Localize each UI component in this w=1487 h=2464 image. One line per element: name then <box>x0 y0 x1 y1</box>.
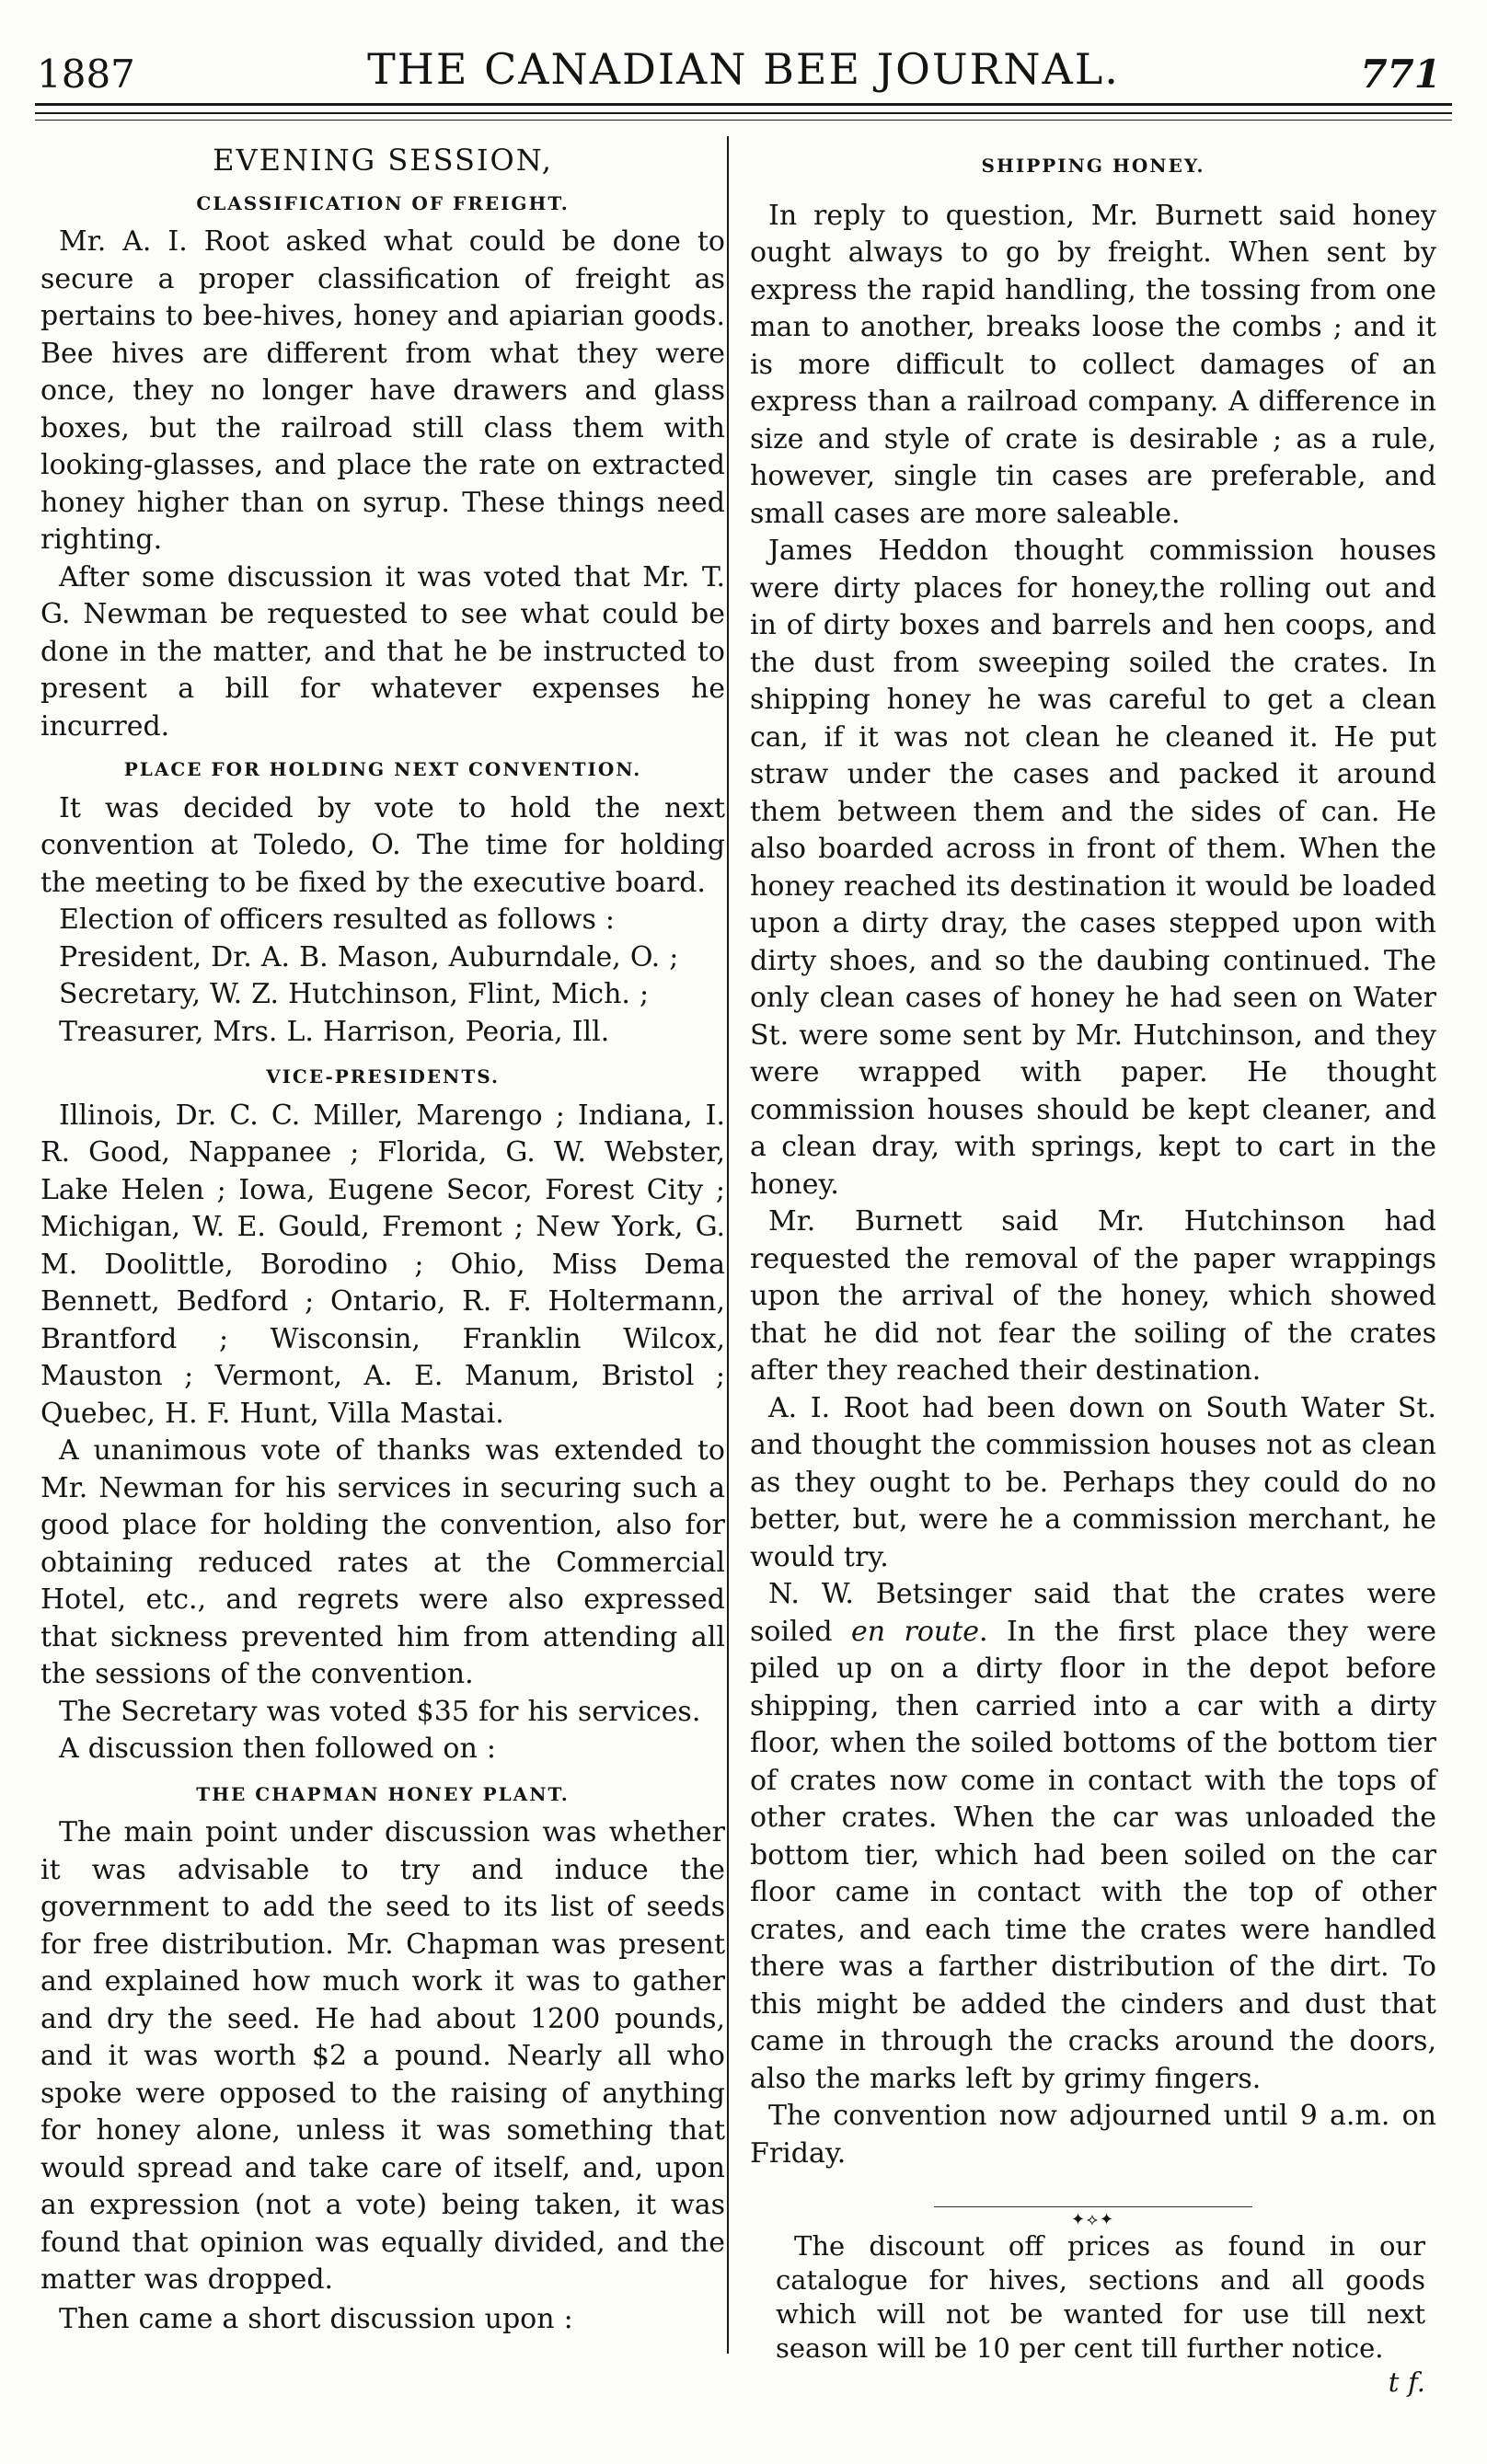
paragraph: After some discussion it was voted that Mr. T. G. Newman be requested to see what could be done in the matter, and that he be instructed to present a bill for whatever expenses he incurred. <box>40 560 725 743</box>
discount-notice <box>750 2229 1436 2398</box>
section-heading-vice-presidents: VICE-PRESIDENTS. <box>266 1065 500 1088</box>
section-heading-freight: CLASSIFICATION OF FREIGHT. <box>196 191 570 214</box>
notice-text: The discount off prices as found in our catalogue for hives, sections and all goods which will not be wanted for use till next season will be 10 per cent till further notice. <box>776 2230 1425 2364</box>
officer-line: Treasurer, Mrs. L. Harrison, Peoria, Ill. <box>59 1015 610 1048</box>
paragraph: James Heddon thought commission houses were dirty places for honey,the rolling out and in of dirty boxes and barrels and hen coops, and the dust from sweeping soiled the crates. In shipping honey he was careful to get a clean can, if it was not clean he cleaned it. He put straw under the cases and packed it around them between them and the sides of can. He also boarded across in front of them. When the honey reached its destination it would be loaded upon a dirty dray, the cases stepped upon with dirty shoes, and so the daubing continued. The only clean cases of honey he had seen on Water St. were some sent by Mr. Hutchinson, and they were wrapped with paper. He thought commission houses should be kept cleaner, and a clean dray, with springs, kept to cart in the honey. <box>750 535 1436 1201</box>
officer-line: Secretary, W. Z. Hutchinson, Flint, Mich. ; <box>59 978 650 1010</box>
paragraph: Mr. Burnett said Mr. Hutchinson had requested the removal of the paper wrappings upon the arrival of the honey, which showed that he did not fear the soiling of the crates after they reached their destination. <box>750 1205 1436 1387</box>
header-page-number: 771 <box>1360 52 1441 97</box>
header-year: 1887 <box>37 52 135 97</box>
paragraph: A discussion then followed on : <box>59 1733 496 1765</box>
header-title: THE CANADIAN BEE JOURNAL. <box>367 44 1120 94</box>
paragraph: The Secretary was voted $35 for his services. <box>59 1695 701 1728</box>
text-run: N. W. Betsinger said that the crates were soiled <box>750 1578 1436 1648</box>
paragraph: A. I. Root had been down on South Water St. and thought the commission houses not as clean as they ought to be. Perhaps they could do no better, but, were he a commission merchant, he would try. <box>750 1391 1436 1573</box>
italic-text: en route <box>851 1615 980 1648</box>
paragraph <box>750 1576 1436 2098</box>
paragraph: A unanimous vote of thanks was extended to Mr. Newman for his services in securing such a good place for holding the convention, also for obtaining reduced rates at the Commercial Hotel, etc., and regrets were also expressed that sickness prevented him from attending all the sessions of the convention. <box>40 1434 725 1690</box>
paragraph: Mr. A. I. Root asked what could be done to secure a proper classification of freight as pertains to bee-hives, honey and apiarian goods. Bee hives are different from what they were once, they no longer have drawers and glass boxes, but the railroad still class them with looking-glasses, and place the rate on extracted honey higher than on syrup. These things need righting. <box>40 225 725 556</box>
ornament-glyph: ✦⟡✦ <box>1062 2210 1124 2229</box>
paragraph: The convention now adjourned until 9 a.m. on Friday. <box>750 2100 1436 2170</box>
header-rule <box>35 120 1452 121</box>
header-rule <box>35 112 1452 114</box>
notice-sign: t f. <box>1388 2366 1425 2398</box>
paragraph: It was decided by vote to hold the next convention at Toledo, O. The time for holding the meeting to be fixed by the executive board. <box>40 791 725 899</box>
paragraph: The main point under discussion was whether it was advisable to try and induce the government to add the seed to its list of seeds for free distribution. Mr. Chapman was present and explained how much work it was to gather and dry the seed. He had about 1200 pounds, and it was worth $2 a pound. Nearly all who spoke were opposed to the raising of anything for honey alone, unless it was something that would spread and take care of itself, and, upon an expression (not a vote) being taken, it was found that opinion was equally divided, and the matter was dropped. <box>40 1816 725 2296</box>
section-heading-convention: PLACE FOR HOLDING NEXT CONVENTION. <box>123 758 642 780</box>
column-divider <box>727 136 729 2354</box>
header-rule <box>35 103 1452 106</box>
section-heading-chapman: THE CHAPMAN HONEY PLANT. <box>196 1782 570 1805</box>
section-ornament <box>750 2198 1436 2229</box>
session-heading: EVENING SESSION, <box>213 143 553 178</box>
paragraph: Then came a short discussion upon : <box>59 2302 573 2335</box>
paragraph: Election of officers resulted as follows : <box>59 904 616 936</box>
left-column <box>40 138 725 2338</box>
paragraph: In reply to question, Mr. Burnett said honey ought always to go by freight. When sent by express the rapid handling, the tossing from one man to another, breaks loose the combs ; and it is more difficult to collect damages of an express than a railroad company. A difference in size and style of crate is desirable ; as a rule, however, single tin cases are preferable, and small cases are more saleable. <box>750 199 1436 530</box>
paragraph: Illinois, Dr. C. C. Miller, Marengo ; Indiana, I. R. Good, Nappanee ; Florida, G. W. Webster, Lake Helen ; Iowa, Eugene Secor, Forest City ; Michigan, W. E. Gould, Fremont ; New York, G. M. Doolittle, Borodino ; Ohio, Miss Dema Bennett, Bedford ; Ontario, R. F. Holtermann, Brantford ; Wisconsin, Franklin Wilcox, Mauston ; Vermont, A. E. Manum, Bristol ; Quebec, H. F. Hunt, Villa Mastai. <box>40 1099 725 1430</box>
right-column <box>750 138 1436 2400</box>
officer-line: President, Dr. A. B. Mason, Auburndale, O. ; <box>59 940 679 973</box>
text-run: . In the first place they were piled up on a dirty floor in the depot before shipping, then carried into a car with a dirty floor, when the soiled bottoms of the bottom tier of crates now come in contact with the tops of other crates. When the car was unloaded the bottom tier, which had been soiled on the car floor came in contact with the top of other crates, and each time the crates were handled there was a farther distribution of the dirt. To this might be added the cinders and dust that came in through the cracks around the doors, also the marks left by grimy fingers. <box>750 1615 1436 2095</box>
section-heading-shipping: SHIPPING HONEY. <box>981 155 1205 177</box>
